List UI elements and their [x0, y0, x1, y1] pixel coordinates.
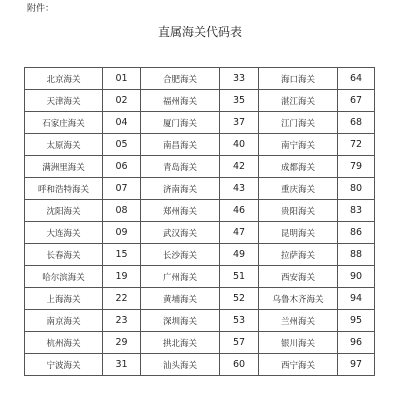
customs-code: 37	[220, 112, 259, 134]
customs-name: 拱北海关	[141, 332, 220, 354]
customs-code: 31	[103, 354, 141, 376]
customs-name: 兰州海关	[259, 310, 338, 332]
customs-code: 49	[220, 244, 259, 266]
customs-name: 贵阳海关	[259, 200, 338, 222]
table-row	[25, 90, 375, 112]
customs-name: 青岛海关	[141, 156, 220, 178]
customs-name: 福州海关	[141, 90, 220, 112]
table-row	[25, 134, 375, 156]
customs-code: 09	[103, 222, 141, 244]
customs-code: 07	[103, 178, 141, 200]
customs-code: 88	[338, 244, 375, 266]
customs-name: 长春海关	[25, 244, 103, 266]
customs-code: 64	[338, 68, 375, 90]
customs-name: 南宁海关	[259, 134, 338, 156]
table-row	[25, 266, 375, 288]
customs-name: 海口海关	[259, 68, 338, 90]
customs-code: 79	[338, 156, 375, 178]
customs-code: 04	[103, 112, 141, 134]
customs-code: 02	[103, 90, 141, 112]
customs-name: 汕头海关	[141, 354, 220, 376]
customs-code: 15	[103, 244, 141, 266]
customs-name: 济南海关	[141, 178, 220, 200]
customs-name: 湛江海关	[259, 90, 338, 112]
customs-code: 60	[220, 354, 259, 376]
customs-code: 96	[338, 332, 375, 354]
customs-code: 68	[338, 112, 375, 134]
table-row	[25, 112, 375, 134]
customs-code: 29	[103, 332, 141, 354]
customs-name: 天津海关	[25, 90, 103, 112]
document-title: 直属海关代码表	[157, 25, 242, 39]
customs-code: 43	[220, 178, 259, 200]
customs-code-table	[24, 67, 375, 376]
customs-code: 06	[103, 156, 141, 178]
customs-code: 01	[103, 68, 141, 90]
customs-name: 杭州海关	[25, 332, 103, 354]
customs-code: 97	[338, 354, 375, 376]
table-row	[25, 310, 375, 332]
customs-code: 08	[103, 200, 141, 222]
customs-name: 乌鲁木齐海关	[259, 288, 338, 310]
table-row	[25, 222, 375, 244]
customs-code: 33	[220, 68, 259, 90]
table-row	[25, 244, 375, 266]
customs-name: 郑州海关	[141, 200, 220, 222]
customs-code: 47	[220, 222, 259, 244]
customs-name: 上海海关	[25, 288, 103, 310]
customs-name: 南昌海关	[141, 134, 220, 156]
customs-name: 满洲里海关	[25, 156, 103, 178]
customs-name: 南京海关	[25, 310, 103, 332]
customs-name: 呼和浩特海关	[25, 178, 103, 200]
customs-name: 长沙海关	[141, 244, 220, 266]
customs-name: 重庆海关	[259, 178, 338, 200]
customs-code: 52	[220, 288, 259, 310]
customs-code: 42	[220, 156, 259, 178]
table-row	[25, 200, 375, 222]
customs-code: 57	[220, 332, 259, 354]
customs-code: 80	[338, 178, 375, 200]
customs-code: 86	[338, 222, 375, 244]
customs-code: 23	[103, 310, 141, 332]
table-row	[25, 68, 375, 90]
customs-code: 83	[338, 200, 375, 222]
customs-name: 合肥海关	[141, 68, 220, 90]
customs-name: 昆明海关	[259, 222, 338, 244]
table-row	[25, 288, 375, 310]
customs-code: 94	[338, 288, 375, 310]
customs-name: 成都海关	[259, 156, 338, 178]
customs-code: 72	[338, 134, 375, 156]
customs-name: 石家庄海关	[25, 112, 103, 134]
customs-name: 拉萨海关	[259, 244, 338, 266]
customs-name: 厦门海关	[141, 112, 220, 134]
customs-code: 40	[220, 134, 259, 156]
customs-code: 67	[338, 90, 375, 112]
customs-name: 黄埔海关	[141, 288, 220, 310]
table-row	[25, 332, 375, 354]
customs-code: 51	[220, 266, 259, 288]
customs-code: 05	[103, 134, 141, 156]
customs-code: 90	[338, 266, 375, 288]
table-row	[25, 354, 375, 376]
customs-name: 大连海关	[25, 222, 103, 244]
customs-code: 19	[103, 266, 141, 288]
table-row	[25, 156, 375, 178]
customs-name: 武汉海关	[141, 222, 220, 244]
customs-code: 46	[220, 200, 259, 222]
customs-name: 江门海关	[259, 112, 338, 134]
customs-code: 22	[103, 288, 141, 310]
customs-code: 95	[338, 310, 375, 332]
customs-name: 西宁海关	[259, 354, 338, 376]
customs-name: 银川海关	[259, 332, 338, 354]
customs-code: 35	[220, 90, 259, 112]
customs-code: 53	[220, 310, 259, 332]
attachment-label: 附件：	[27, 4, 55, 14]
customs-name: 太原海关	[25, 134, 103, 156]
customs-name: 广州海关	[141, 266, 220, 288]
customs-name: 哈尔滨海关	[25, 266, 103, 288]
customs-name: 沈阳海关	[25, 200, 103, 222]
table-row	[25, 178, 375, 200]
customs-name: 西安海关	[259, 266, 338, 288]
customs-name: 深圳海关	[141, 310, 220, 332]
customs-name: 宁波海关	[25, 354, 103, 376]
table-body	[25, 68, 375, 376]
customs-name: 北京海关	[25, 68, 103, 90]
